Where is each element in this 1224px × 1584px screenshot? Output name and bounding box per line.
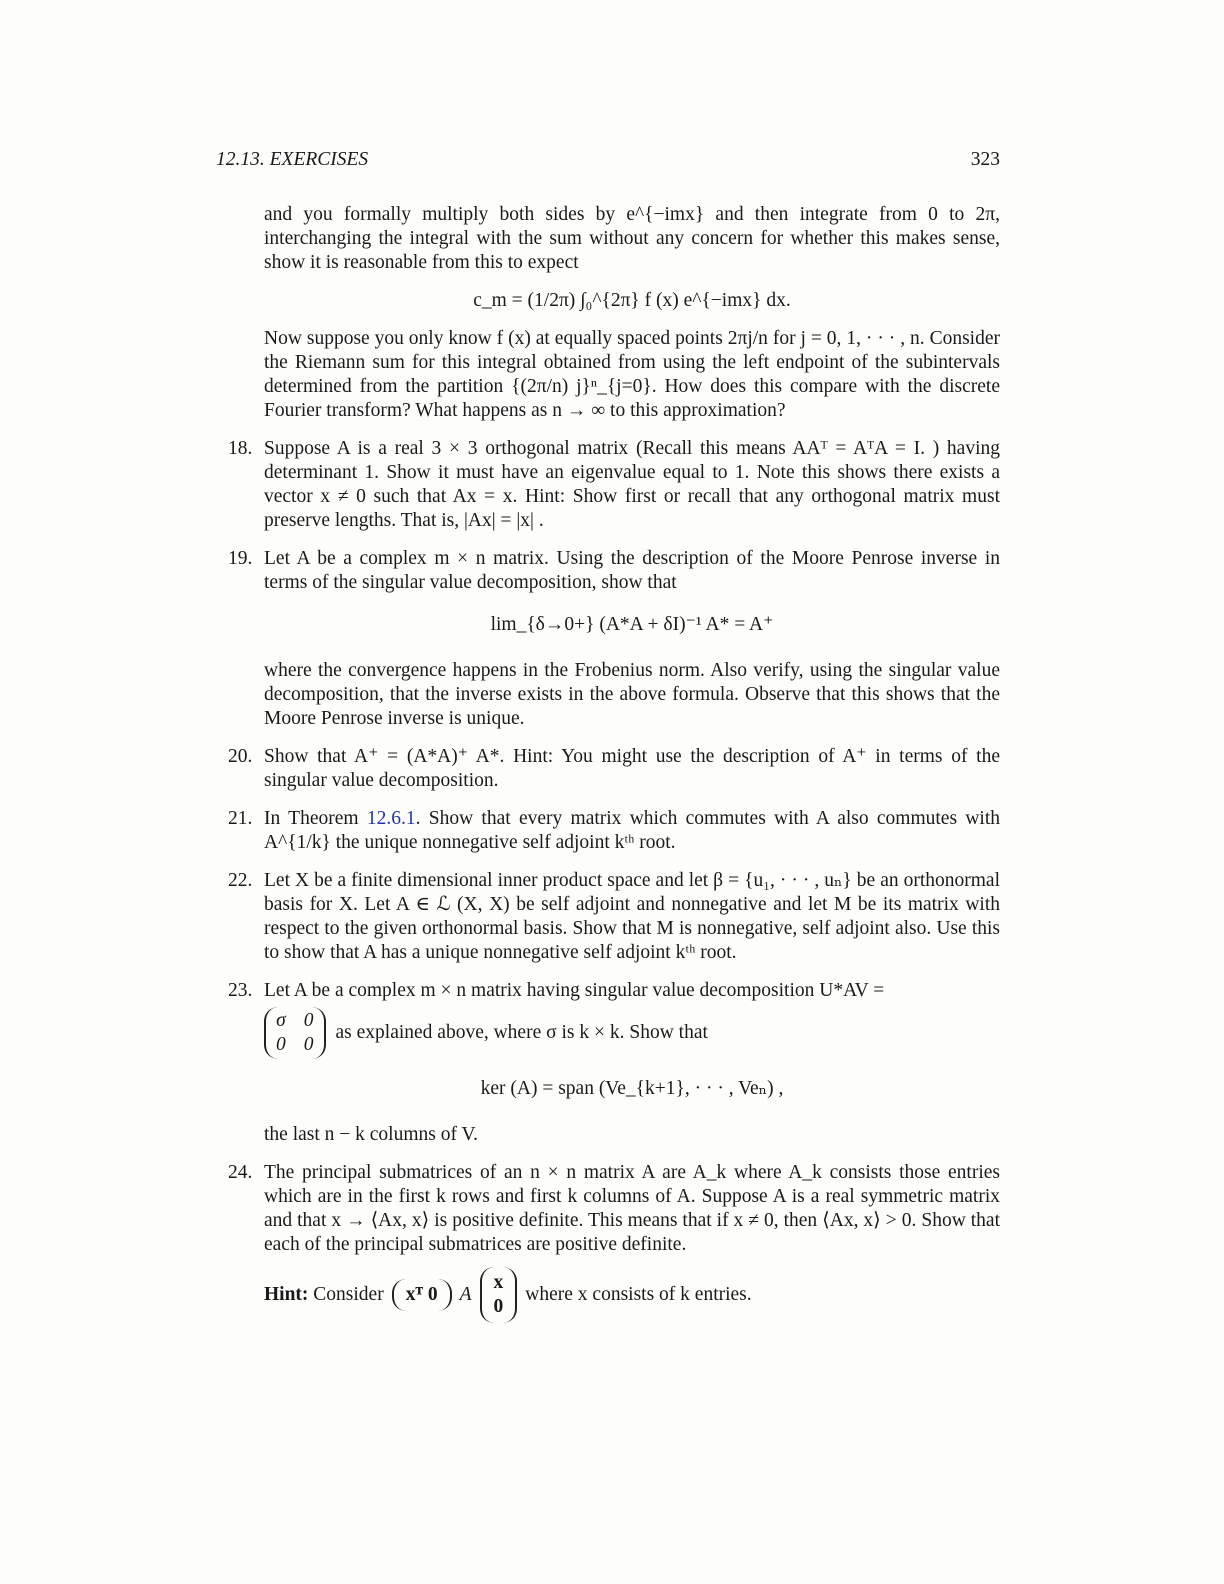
hint-end: where x consists of k entries. [525,1284,752,1305]
exercise-number: 24. [228,1162,253,1183]
matrix-cell: 0 [276,1034,286,1055]
exercise-text-continued: where the convergence happens in the Frobenius norm. Also verify, using the singular value decomposition, that the inverse exists in the above formula. Observe that this shows that the Moore Penrose inverse is unique. [264,660,1000,729]
page-number: 323 [970,149,1000,170]
section-title: 12.13. EXERCISES [216,149,369,170]
exercise-number: 23. [228,980,253,1001]
theorem-link[interactable]: 12.6.1 [366,808,416,829]
text-after-matrix: as explained above, where σ is k × k. Show that [335,1022,708,1043]
hint-line [264,1267,1000,1323]
exercise-21 [216,807,1000,855]
intro-paragraph-1: and you formally multiply both sides by e^{−imx} and then integrate from 0 to 2π, interchanging the integral with the sum without any concern for whether this makes sense, show it is reasonable from this to expect [264,204,1000,273]
kernel-span-equation: ker (A) = span (Ve_{k+1}, · · · , Veₙ) , [480,1078,784,1099]
exercise-22 [216,869,1000,965]
exercise-text: Let A be a complex m × n matrix having singular value decomposition U*AV = [264,980,885,1001]
matrix-cell: σ [276,1010,286,1031]
column-entry: 0 [493,1296,504,1317]
exercise-text [264,807,1000,855]
matrix-line [264,1007,1000,1059]
column-vector [480,1267,518,1323]
hint-consider: Consider [313,1284,384,1305]
row-vector: xᵀ 0 [392,1279,452,1311]
exercise-text: The principal submatrices of an n × n matrix A are A_k where A_k consists those entries which are in the first k rows and first k columns of A. Suppose A is a real symmetric matrix and that x → ⟨Ax, x⟩ is positive definite. This means that if x ≠ 0, then ⟨Ax, x⟩ > 0. Show that each of the principal submatrices are positive definite. [264,1162,1000,1255]
matrix-cell: 0 [303,1010,314,1031]
sigma-block-matrix [264,1007,326,1059]
hint-label: Hint: [264,1284,309,1305]
exercise-number: 20. [228,746,253,767]
exercise-text: Show that A⁺ = (A*A)⁺ A*. Hint: You might use the description of A⁺ in terms of the singular value decomposition. [264,746,1000,791]
exercise-number: 21. [228,808,253,829]
column-entry: x [493,1272,504,1293]
matrix-symbol: A [459,1284,472,1305]
exercise-text-continued: the last n − k columns of V. [264,1124,478,1145]
exercise-24 [216,1161,1000,1323]
exercise-text: Let A be a complex m × n matrix. Using the description of the Moore Penrose inverse in terms of the singular value decomposition, show that [264,548,1000,593]
matrix-row [276,1033,314,1057]
text-before-link: In Theorem [264,808,367,829]
text-after-link: . Show that every matrix which commutes with A also commutes with A^{1/k} the unique nonnegative self adjoint kᵗʰ root. [264,808,1000,853]
exercise-23 [216,979,1000,1147]
exercise-number: 19. [228,548,253,569]
matrix-row [276,1009,314,1033]
exercise-number: 18. [228,438,253,459]
intro-paragraph-2: Now suppose you only know f (x) at equally spaced points 2πj/n for j = 0, 1, · · · , n. Consider the Riemann sum for this integral obtained from using the left endpoint of the subintervals determined from the partition {(2π/n) j}ⁿ_{j=0}. How does this compare with the discrete Fourier transform? What happens as n → ∞ to this approximation? [264,328,1000,421]
page-content [216,203,1000,1323]
exercise-18 [216,437,1000,533]
matrix-cell: 0 [303,1034,314,1055]
exercise-text: Let X be a finite dimensional inner product space and let β = {u₁, · · · , uₙ} be an orthonormal basis for X. Let A ∈ ℒ (X, X) be self adjoint and nonnegative and let M be its matrix with respect to the given orthonormal basis. Show that M is nonnegative, self adjoint also. Use this to show that A has a unique nonnegative self adjoint kᵗʰ root. [264,870,1000,963]
exercise-19 [216,547,1000,731]
exercise-20 [216,745,1000,793]
limit-equation: lim_{δ→0+} (A*A + δI)⁻¹ A* = A⁺ [490,614,774,635]
exercise-number: 22. [228,870,253,891]
running-header [216,148,1000,172]
exercise-text: Suppose A is a real 3 × 3 orthogonal matrix (Recall this means AAᵀ = AᵀA = I. ) having determinant 1. Show it must have an eigenvalue equal to 1. Note this shows there exists a vector x ≠ 0 such that Ax = x. Hint: Show first or recall that any orthogonal matrix must preserve lengths. That is, |Ax| = |x| . [264,438,1000,531]
fourier-coefficient-equation: c_m = (1/2π) ∫₀^{2π} f (x) e^{−imx} dx. [473,290,791,311]
